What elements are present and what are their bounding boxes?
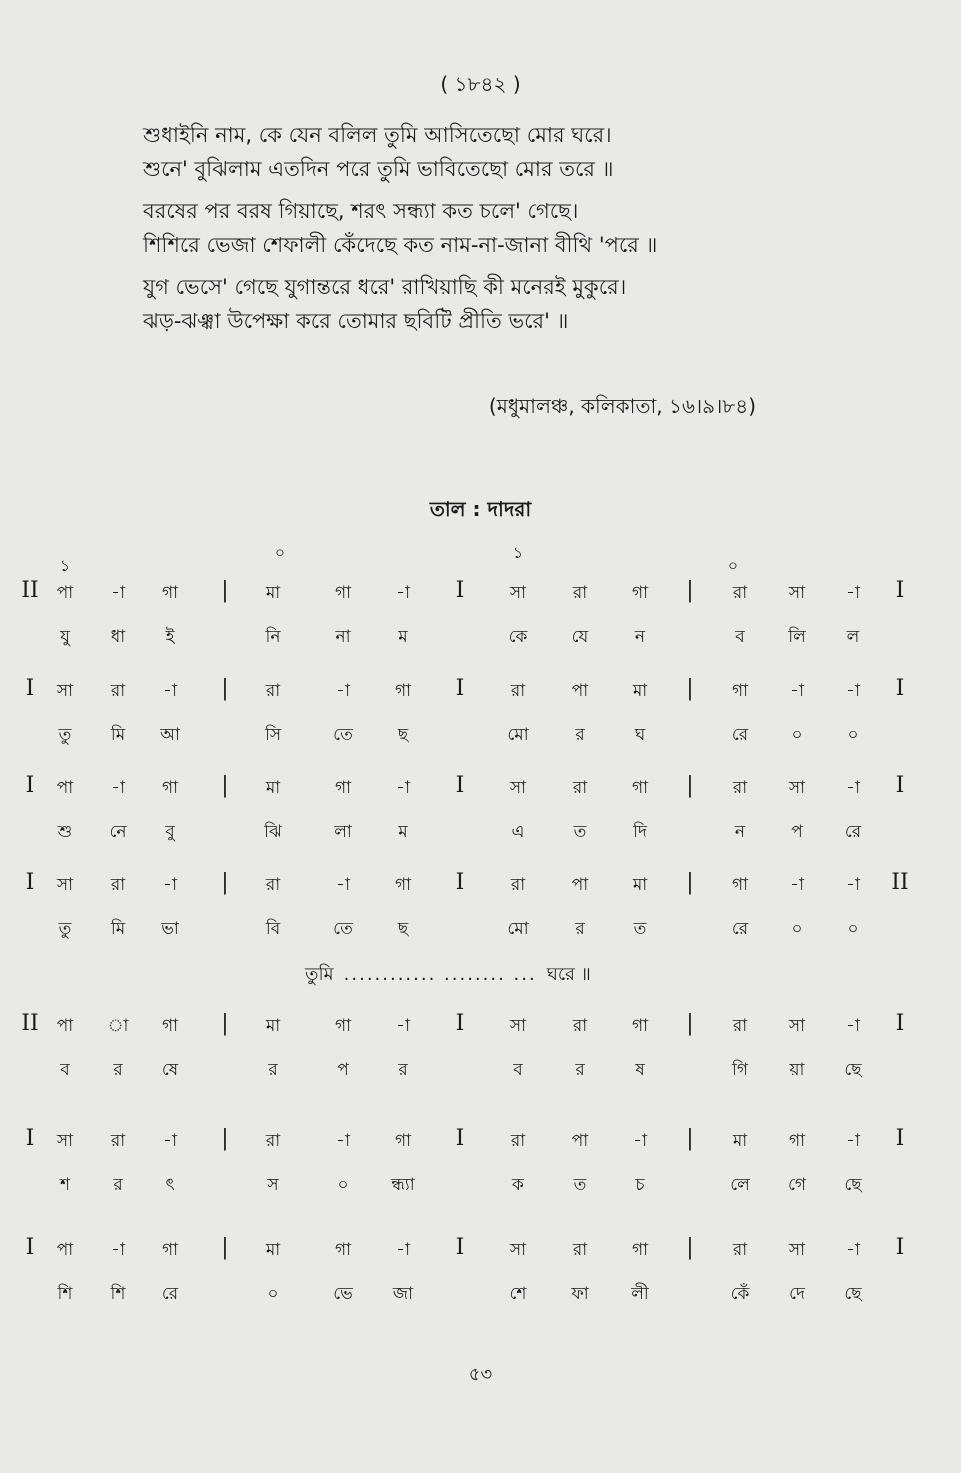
lyric-syllable: র	[575, 919, 585, 939]
swara-note: রা	[265, 875, 281, 895]
swara-note: মা	[265, 583, 281, 603]
swara-note: মা	[265, 1240, 281, 1260]
swara-note: গা	[631, 1016, 649, 1036]
swara-note: গা	[334, 778, 352, 798]
lyric-syllable: র	[113, 1175, 123, 1195]
measure-bar: I	[455, 676, 465, 701]
lyric-syllable: র	[575, 725, 585, 745]
lyric-syllable: চ	[635, 1175, 645, 1195]
lyric-syllable: ব	[513, 1060, 523, 1080]
lyric-syllable: ০	[847, 919, 859, 939]
poem-block	[143, 118, 903, 338]
swara-note: সা	[56, 1131, 74, 1151]
swara-note: -া	[111, 778, 125, 798]
end-bar: I	[895, 578, 905, 603]
swara-note: সা	[56, 681, 74, 701]
swara-note: পা	[56, 778, 74, 798]
swara-note: সা	[788, 778, 806, 798]
measure-bar: I	[455, 1126, 465, 1151]
lyric-syllable: তু	[58, 919, 72, 939]
swara-note: সা	[788, 1240, 806, 1260]
swara-note: -া	[336, 1131, 350, 1151]
swara-note: -া	[163, 875, 177, 895]
lyric-syllable: ফা	[571, 1284, 589, 1304]
footer-page-number: ৫৩	[468, 1364, 493, 1385]
swara-note: -া	[846, 1240, 860, 1260]
lyric-syllable: মি	[110, 725, 126, 745]
measure-bar: |	[221, 1011, 229, 1036]
swara-note: -া	[163, 681, 177, 701]
swara-note: মা	[732, 1131, 748, 1151]
swara-note: সা	[509, 583, 527, 603]
measure-bar: |	[686, 773, 694, 798]
lyric-syllable: তে	[333, 919, 353, 939]
swara-note: রা	[110, 875, 126, 895]
measure-bar: |	[686, 1235, 694, 1260]
swara-note: সা	[509, 778, 527, 798]
swara-note: গা	[334, 583, 352, 603]
lyric-syllable: ০	[267, 1284, 279, 1304]
lyric-syllable: র	[268, 1060, 278, 1080]
lyric-syllable: ভে	[333, 1284, 353, 1304]
lyric-syllable: বু	[165, 822, 175, 842]
lyric-syllable: ছ	[397, 919, 409, 939]
lyric-syllable: দে	[789, 1284, 805, 1304]
lyric-syllable: ছে	[844, 1284, 862, 1304]
tala-heading: তাল : দাদরা	[429, 497, 532, 521]
lyric-syllable: ন্ধ্যা	[391, 1175, 415, 1195]
swara-note: -া	[111, 583, 125, 603]
swara-note: রা	[572, 1240, 588, 1260]
lyric-syllable: র	[575, 1060, 585, 1080]
lyric-syllable: র	[398, 1060, 408, 1080]
lyric-syllable: শু	[57, 822, 73, 842]
lyric-syllable: ম	[398, 822, 408, 842]
swara-note: রা	[110, 681, 126, 701]
start-bar: II	[21, 1011, 39, 1036]
lyric-syllable: ০	[791, 919, 803, 939]
measure-bar: |	[221, 578, 229, 603]
swara-note: রা	[732, 1240, 748, 1260]
refrain-dots: ............ ........ ...	[343, 964, 537, 985]
swara-note: -া	[111, 1240, 125, 1260]
lyric-syllable: যু	[60, 627, 70, 647]
poem-line: ঝড়-ঝঞ্ঝা উপেক্ষা করে তোমার ছবিটি প্রীতি ভরে' ॥	[143, 309, 569, 333]
swara-note: রা	[572, 778, 588, 798]
measure-bar: |	[221, 870, 229, 895]
start-bar: II	[21, 578, 39, 603]
lyric-syllable: প	[791, 822, 803, 842]
lyric-syllable: রে	[844, 822, 862, 842]
swara-note: রা	[110, 1131, 126, 1151]
swara-note: গা	[731, 681, 749, 701]
lyric-syllable: ঘ	[634, 725, 646, 745]
swara-note: মা	[265, 1016, 281, 1036]
swara-note: সা	[56, 875, 74, 895]
poem-line: শুনে' বুঝিলাম এতদিন পরে তুমি ভাবিতেছো মোর তরে ॥	[143, 157, 614, 181]
lyric-syllable: শি	[57, 1284, 73, 1304]
swara-note: গা	[161, 1016, 179, 1036]
lyric-syllable: ছে	[844, 1175, 862, 1195]
lyric-syllable: ব	[735, 627, 745, 647]
measure-bar: I	[455, 578, 465, 603]
lyric-syllable: ছে	[844, 1060, 862, 1080]
swara-note: সা	[509, 1016, 527, 1036]
lyric-syllable: নি	[265, 627, 281, 647]
lyric-syllable: ঝি	[264, 822, 282, 842]
poem-line: বরষের পর বরষ গিয়াছে, শরৎ সন্ধ্যা কত চলে' গেছে।	[143, 199, 579, 223]
poem-line: যুগ ভেসে' গেছে যুগান্তরে ধরে' রাখিয়াছি কী মনেরই মুকুরে।	[143, 275, 627, 299]
lyric-syllable: ন	[634, 627, 646, 647]
swara-note: -া	[790, 681, 804, 701]
lyric-syllable: শ	[59, 1175, 71, 1195]
lyric-syllable: ত	[633, 919, 647, 939]
swara-note: -া	[790, 875, 804, 895]
lyric-syllable: যে	[571, 627, 589, 647]
lyric-syllable: না	[335, 627, 351, 647]
lyric-syllable: ই	[165, 627, 175, 647]
swara-note: গা	[334, 1016, 352, 1036]
lyric-syllable: ত	[573, 1175, 587, 1195]
swara-note: -া	[396, 778, 410, 798]
measure-bar: |	[686, 870, 694, 895]
lyric-syllable: রে	[161, 1284, 179, 1304]
swara-note: গা	[631, 583, 649, 603]
refrain-line	[305, 960, 591, 991]
lyric-syllable: প	[337, 1060, 349, 1080]
measure-bar: I	[455, 1011, 465, 1036]
swara-note: গা	[731, 875, 749, 895]
lyric-syllable: তে	[333, 725, 353, 745]
lyric-syllable: ক	[512, 1175, 524, 1195]
lyric-syllable: মো	[507, 919, 529, 939]
lyric-syllable: ষ	[635, 1060, 645, 1080]
end-bar: I	[895, 1126, 905, 1151]
measure-bar: I	[455, 1235, 465, 1260]
swara-note: পা	[56, 1016, 74, 1036]
refrain-end: ঘরে ॥	[546, 964, 591, 985]
swara-note: -া	[633, 1131, 647, 1151]
measure-bar: |	[686, 676, 694, 701]
lyric-syllable: ছ	[397, 725, 409, 745]
end-bar: I	[895, 1011, 905, 1036]
lyric-syllable: ষে	[161, 1060, 179, 1080]
lyric-syllable: ৎ	[165, 1175, 175, 1195]
start-bar: I	[25, 1235, 35, 1260]
swara-note: পা	[56, 1240, 74, 1260]
beat-mark: ১	[512, 543, 524, 562]
swara-note: -া	[846, 1131, 860, 1151]
swara-note: -া	[846, 875, 860, 895]
lyric-syllable: লা	[334, 822, 352, 842]
swara-note: সা	[788, 1016, 806, 1036]
start-bar: I	[25, 870, 35, 895]
swara-note: পা	[56, 583, 74, 603]
swara-note: সা	[509, 1240, 527, 1260]
swara-note: রা	[510, 1131, 526, 1151]
measure-bar: I	[455, 773, 465, 798]
lyric-syllable: ন	[734, 822, 746, 842]
lyric-syllable: গি	[731, 1060, 749, 1080]
lyric-syllable: ০	[337, 1175, 349, 1195]
swara-note: রা	[265, 681, 281, 701]
beat-mark: ০	[727, 556, 739, 575]
lyric-syllable: ম	[398, 627, 408, 647]
swara-note: গা	[788, 1131, 806, 1151]
lyric-syllable: মি	[110, 919, 126, 939]
swara-note: রা	[732, 778, 748, 798]
swara-note: -া	[396, 1016, 410, 1036]
swara-note: রা	[572, 1016, 588, 1036]
swara-note: -া	[396, 583, 410, 603]
swara-note: -া	[163, 1131, 177, 1151]
start-bar: I	[25, 773, 35, 798]
lyric-syllable: ভা	[161, 919, 179, 939]
swara-note: সা	[788, 583, 806, 603]
start-bar: I	[25, 1126, 35, 1151]
swara-note: রা	[572, 583, 588, 603]
swara-note: মা	[632, 875, 648, 895]
poem-line: শিশিরে ভেজা শেফালী কেঁদেছে কত নাম-না-জানা বীথি 'পরে ॥	[143, 233, 658, 257]
swara-note: রা	[732, 583, 748, 603]
lyric-syllable: লে	[730, 1175, 750, 1195]
measure-bar: |	[686, 1011, 694, 1036]
refrain-start: তুমি	[305, 964, 334, 985]
swara-note: গা	[334, 1240, 352, 1260]
beat-mark: ০	[274, 543, 286, 562]
swara-note: পা	[571, 875, 589, 895]
swara-note: পা	[571, 1131, 589, 1151]
lyric-syllable: শে	[509, 1284, 527, 1304]
lyric-syllable: গে	[787, 1175, 807, 1195]
lyric-syllable: রে	[731, 919, 749, 939]
lyric-syllable: সি	[264, 725, 282, 745]
poem-line: শুধাইনি নাম, কে যেন বলিল তুমি আসিতেছো মোর ঘরে।	[143, 123, 612, 147]
end-bar: I	[895, 1235, 905, 1260]
lyric-syllable: কে	[508, 627, 528, 647]
end-bar: I	[895, 773, 905, 798]
swara-note: া	[107, 1016, 129, 1036]
lyric-syllable: কেঁ	[730, 1284, 750, 1304]
swara-note: গা	[161, 583, 179, 603]
swara-note: মা	[632, 681, 648, 701]
lyric-syllable: ল	[846, 627, 860, 647]
lyric-syllable: তু	[58, 725, 72, 745]
lyric-syllable: দি	[633, 822, 647, 842]
swara-note: গা	[161, 1240, 179, 1260]
beat-mark: ১	[59, 556, 71, 575]
swara-note: মা	[265, 778, 281, 798]
lyric-syllable: বি	[265, 919, 281, 939]
lyric-syllable: ব	[60, 1060, 70, 1080]
lyric-syllable: আ	[160, 725, 180, 745]
swara-note: -া	[846, 583, 860, 603]
measure-bar: |	[221, 1126, 229, 1151]
start-bar: I	[25, 676, 35, 701]
swara-note: রা	[510, 875, 526, 895]
lyric-syllable: শি	[110, 1284, 126, 1304]
lyric-syllable: রে	[731, 725, 749, 745]
lyric-syllable: মো	[507, 725, 529, 745]
lyric-syllable: এ	[511, 822, 525, 842]
swara-note: গা	[631, 1240, 649, 1260]
lyric-syllable: ধা	[110, 627, 126, 647]
swara-note: গা	[631, 778, 649, 798]
measure-bar: |	[221, 773, 229, 798]
measure-bar: I	[455, 870, 465, 895]
swara-note: রা	[732, 1016, 748, 1036]
measure-bar: |	[686, 578, 694, 603]
measure-bar: |	[221, 1235, 229, 1260]
swara-note: রা	[265, 1131, 281, 1151]
swara-note: গা	[394, 875, 412, 895]
swara-note: রা	[510, 681, 526, 701]
swara-note: -া	[396, 1240, 410, 1260]
swara-note: -া	[336, 681, 350, 701]
lyric-syllable: লি	[788, 627, 806, 647]
lyric-syllable: ০	[791, 725, 803, 745]
lyric-syllable: লী	[631, 1284, 649, 1304]
lyric-syllable: নে	[109, 822, 127, 842]
swara-note: পা	[571, 681, 589, 701]
page-number: ( ১৮৪২ )	[440, 72, 521, 96]
swara-note: -া	[846, 1016, 860, 1036]
swara-note: -া	[846, 778, 860, 798]
poem-source: (মধুমালঞ্চ, কলিকাতা, ১৬।৯।৮৪)	[488, 394, 756, 418]
swara-note: -া	[336, 875, 350, 895]
end-bar: II	[891, 870, 909, 895]
lyric-syllable: র	[113, 1060, 123, 1080]
lyric-syllable: স	[267, 1175, 279, 1195]
swara-note: গা	[161, 778, 179, 798]
lyric-syllable: য়া	[789, 1060, 805, 1080]
measure-bar: |	[221, 676, 229, 701]
end-bar: I	[895, 676, 905, 701]
lyric-syllable: ত	[573, 822, 587, 842]
lyric-syllable: জা	[392, 1284, 414, 1304]
measure-bar: |	[686, 1126, 694, 1151]
swara-note: গা	[394, 1131, 412, 1151]
swara-note: -া	[846, 681, 860, 701]
swara-note: গা	[394, 681, 412, 701]
lyric-syllable: ০	[847, 725, 859, 745]
